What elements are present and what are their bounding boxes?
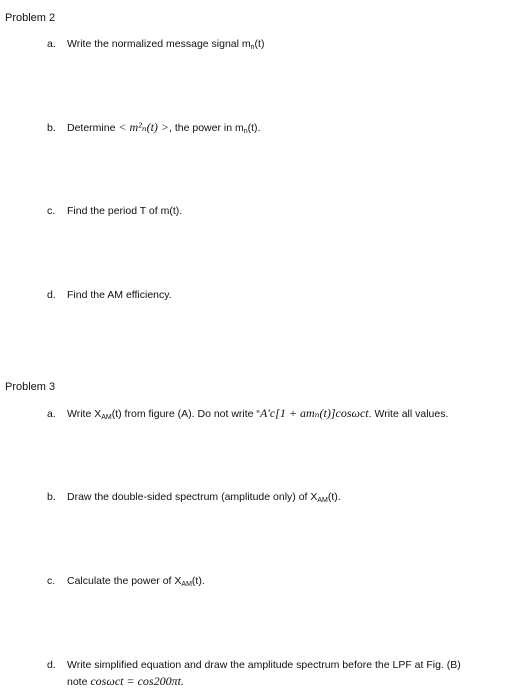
- item-text-end: (t): [254, 38, 265, 50]
- problem-3b: [47, 489, 511, 509]
- item-marker: a.: [47, 408, 56, 420]
- item-marker: a.: [47, 38, 56, 50]
- item-text: Draw the double-sided spectrum (amplitude only) of X: [67, 491, 318, 503]
- problem-2b: [47, 119, 511, 140]
- problem-2d: [47, 287, 511, 303]
- item-text-mid: (t) from figure (A). Do not write “: [111, 408, 260, 420]
- item-marker: b.: [47, 491, 56, 503]
- note-label: note: [67, 676, 88, 688]
- item-text: Write the normalized message signal m: [67, 38, 251, 50]
- item-text-end: (t).: [247, 122, 261, 134]
- subscript: AM: [317, 497, 328, 504]
- item-text-end: (t).: [327, 491, 341, 503]
- problem-2-heading: Problem 2: [5, 12, 56, 24]
- item-text: Write X: [67, 408, 102, 420]
- subscript: n: [243, 128, 248, 135]
- item-marker: c.: [47, 205, 56, 217]
- subscript: AM: [181, 581, 192, 588]
- item-text: Write simplified equation and draw the amplitude spectrum before the LPF at Fig. (B): [67, 659, 461, 671]
- item-text-end: (t).: [191, 575, 205, 587]
- power-expression: < m²ₙ(t) >: [118, 120, 170, 134]
- item-text-mid: , the power in m: [169, 122, 244, 134]
- problem-3d-note: [47, 673, 511, 690]
- problem-2a: [47, 36, 511, 56]
- item-marker: c.: [47, 575, 56, 587]
- item-text: Find the AM efficiency.: [67, 289, 172, 301]
- subscript: n: [250, 44, 255, 51]
- item-text: Find the period T of m(t).: [67, 205, 183, 217]
- problem-3d-line-1: [47, 657, 511, 673]
- problem-3d: [47, 657, 511, 690]
- item-marker: b.: [47, 122, 56, 134]
- problem-3c: [47, 573, 511, 593]
- item-marker: d.: [47, 659, 56, 671]
- item-text: Determine: [67, 122, 116, 134]
- item-marker: d.: [47, 289, 56, 301]
- problem-3a: [47, 405, 511, 426]
- item-text: Calculate the power of X: [67, 575, 182, 587]
- item-text-end: . Write all values.: [368, 408, 449, 420]
- problem-2c: [47, 203, 511, 219]
- problem-3-heading: Problem 3: [5, 381, 56, 393]
- carrier-expression: cosωct = cos200πt.: [90, 674, 184, 688]
- am-expression: A′c[1 + amₙ(t)]cosωct: [259, 406, 369, 420]
- subscript: AM: [101, 414, 112, 421]
